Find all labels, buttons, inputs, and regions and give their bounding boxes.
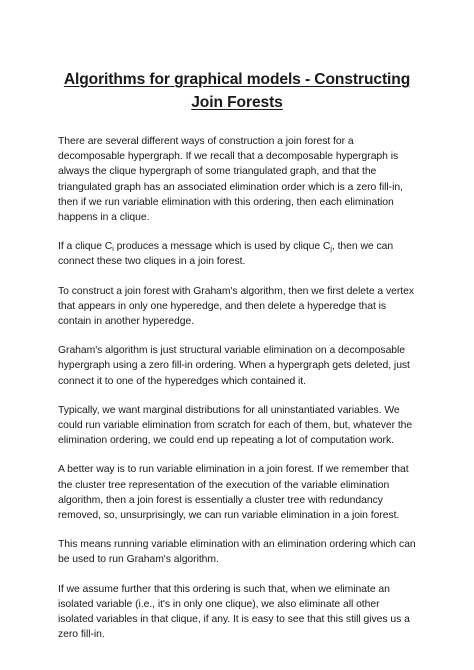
paragraph-4: Graham's algorithm is just structural variable elimination on a decomposable hypergraph using a zero fill-in ordering. When a hypergraph gets deleted, just connect it to one of the hyperedges which contained it.: [58, 345, 410, 387]
clique-subscript-i: i: [112, 246, 114, 254]
document-title: Algorithms for graphical models - Constructing Join Forests: [63, 71, 411, 111]
clique-text-3: , then we can connect these two cliques in a join forest.: [58, 241, 394, 268]
paragraph-5: Typically, we want marginal distributions for all uninstantiated variables. We could run variable elimination from scratch for each of them, but, whatever the elimination ordering, we could end up repeating a lot of computation work.: [58, 404, 413, 447]
paragraph-3: To construct a join forest with Graham's algorithm, then we first delete a vertex that appears in only one hyperedge, and then delete a hyperedge that is contain in another hyperedge.: [58, 285, 414, 328]
paragraph-7: This means running variable elimination with an elimination ordering which can be used to run Graham's algorithm.: [58, 539, 416, 566]
clique-text-1: If a clique C: [58, 241, 113, 253]
paragraph-clique-message: [58, 239, 416, 269]
paragraph-1: There are several different ways of construction a join forest for a decomposable hypergraph. If we recall that a decomposable hypergraph is always the clique hypergraph of some triangulated graph, and that the triangulated graph has an associated elimination order which is a zero fill-in, then if we run variable elimination with this ordering, then each elimination happens in a clique.: [58, 136, 403, 224]
paragraph-8: If we assume further that this ordering is such that, when we eliminate an isolated variable (i.e., it's in only one clique), we also eliminate all other isolated variables in that clique, if any. It is easy to see that this still gives us a zero fill-in.: [58, 583, 410, 641]
clique-subscript-j: j: [330, 246, 332, 254]
clique-text-2: produces a message which is used by clique C: [113, 241, 331, 253]
paragraph-6: A better way is to run variable elimination in a join forest. If we remember that the cluster tree representation of the execution of the variable elimination algorithm, then a join forest is essentially a cluster tree with redundancy removed, so, unsurprisingly, we can run variable elimination in a join forest.: [58, 464, 409, 522]
